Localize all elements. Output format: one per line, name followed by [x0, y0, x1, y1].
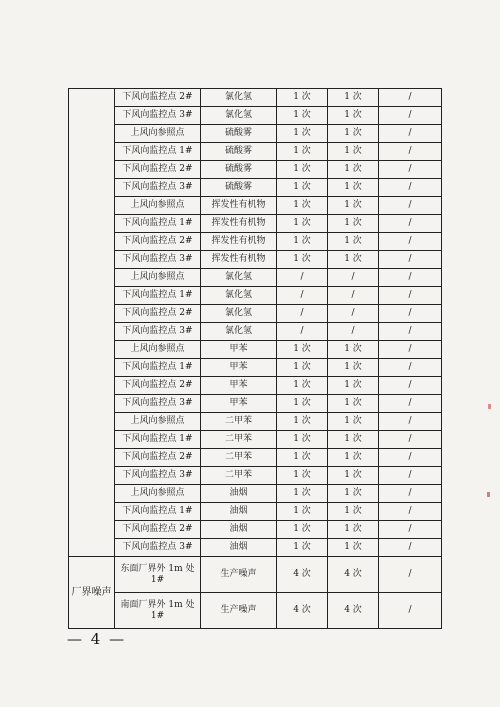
- item-cell: 甲苯: [201, 341, 277, 359]
- item-cell: 氯化氢: [201, 323, 277, 341]
- count-cell: 1 次: [328, 107, 379, 125]
- table-row: [69, 467, 442, 485]
- note-cell: /: [379, 521, 442, 539]
- freq-cell: 1 次: [277, 197, 328, 215]
- note-cell: /: [379, 413, 442, 431]
- point-cell: 上风向参照点: [115, 125, 201, 143]
- count-cell: 1 次: [328, 521, 379, 539]
- table-row: [69, 539, 442, 557]
- item-cell: 氯化氢: [201, 305, 277, 323]
- note-cell: /: [379, 449, 442, 467]
- count-cell: 1 次: [328, 503, 379, 521]
- point-cell: 下风向监控点 3#: [115, 179, 201, 197]
- table-row: [69, 395, 442, 413]
- table-row: [69, 593, 442, 629]
- item-cell: 甲苯: [201, 377, 277, 395]
- freq-cell: 1 次: [277, 107, 328, 125]
- freq-cell: 1 次: [277, 467, 328, 485]
- freq-cell: /: [277, 269, 328, 287]
- point-cell: 南面厂界外 1m 处 1#: [115, 593, 201, 629]
- note-cell: /: [379, 251, 442, 269]
- note-cell: /: [379, 125, 442, 143]
- point-cell: 下风向监控点 2#: [115, 305, 201, 323]
- point-cell: 下风向监控点 1#: [115, 503, 201, 521]
- freq-cell: /: [277, 305, 328, 323]
- point-cell: 下风向监控点 2#: [115, 377, 201, 395]
- freq-cell: 1 次: [277, 449, 328, 467]
- note-cell: /: [379, 305, 442, 323]
- item-cell: 氯化氢: [201, 269, 277, 287]
- monitoring-table-body: [69, 89, 442, 629]
- count-cell: 1 次: [328, 395, 379, 413]
- count-cell: 1 次: [328, 143, 379, 161]
- note-cell: /: [379, 431, 442, 449]
- point-cell: 上风向参照点: [115, 269, 201, 287]
- point-cell: 上风向参照点: [115, 413, 201, 431]
- count-cell: 1 次: [328, 179, 379, 197]
- point-cell: 下风向监控点 3#: [115, 539, 201, 557]
- note-cell: /: [379, 269, 442, 287]
- point-cell: 下风向监控点 3#: [115, 251, 201, 269]
- item-cell: 硫酸雾: [201, 161, 277, 179]
- freq-cell: 1 次: [277, 359, 328, 377]
- table-row: [69, 503, 442, 521]
- category-cell-empty: [69, 89, 115, 557]
- table-row: [69, 251, 442, 269]
- table-row: [69, 413, 442, 431]
- count-cell: 4 次: [328, 593, 379, 629]
- freq-cell: 1 次: [277, 539, 328, 557]
- item-cell: 甲苯: [201, 359, 277, 377]
- count-cell: 1 次: [328, 251, 379, 269]
- table-row: [69, 215, 442, 233]
- item-cell: 硫酸雾: [201, 143, 277, 161]
- item-cell: 生产噪声: [201, 557, 277, 593]
- count-cell: 1 次: [328, 89, 379, 107]
- point-cell: 下风向监控点 3#: [115, 323, 201, 341]
- freq-cell: 1 次: [277, 233, 328, 251]
- count-cell: 1 次: [328, 233, 379, 251]
- count-cell: 1 次: [328, 449, 379, 467]
- freq-cell: 4 次: [277, 557, 328, 593]
- item-cell: 硫酸雾: [201, 125, 277, 143]
- note-cell: /: [379, 341, 442, 359]
- point-cell: 东面厂界外 1m 处 1#: [115, 557, 201, 593]
- freq-cell: 1 次: [277, 377, 328, 395]
- point-cell: 下风向监控点 1#: [115, 215, 201, 233]
- point-cell: 下风向监控点 3#: [115, 467, 201, 485]
- freq-cell: 1 次: [277, 395, 328, 413]
- note-cell: /: [379, 161, 442, 179]
- table-row: [69, 197, 442, 215]
- point-cell: 上风向参照点: [115, 485, 201, 503]
- count-cell: /: [328, 323, 379, 341]
- freq-cell: 1 次: [277, 161, 328, 179]
- note-cell: /: [379, 485, 442, 503]
- note-cell: /: [379, 593, 442, 629]
- point-cell: 上风向参照点: [115, 197, 201, 215]
- item-cell: 二甲苯: [201, 431, 277, 449]
- point-cell: 上风向参照点: [115, 341, 201, 359]
- point-cell: 下风向监控点 3#: [115, 107, 201, 125]
- item-cell: 挥发性有机物: [201, 215, 277, 233]
- item-cell: 油烟: [201, 503, 277, 521]
- table-row: [69, 269, 442, 287]
- table-row: [69, 359, 442, 377]
- note-cell: /: [379, 179, 442, 197]
- freq-cell: 1 次: [277, 251, 328, 269]
- table-row: [69, 485, 442, 503]
- count-cell: 4 次: [328, 557, 379, 593]
- table-row: [69, 305, 442, 323]
- note-cell: /: [379, 287, 442, 305]
- note-cell: /: [379, 377, 442, 395]
- count-cell: 1 次: [328, 359, 379, 377]
- freq-cell: /: [277, 287, 328, 305]
- count-cell: /: [328, 305, 379, 323]
- table-row: [69, 377, 442, 395]
- freq-cell: 1 次: [277, 431, 328, 449]
- freq-cell: 1 次: [277, 503, 328, 521]
- item-cell: 硫酸雾: [201, 179, 277, 197]
- note-cell: /: [379, 503, 442, 521]
- count-cell: 1 次: [328, 161, 379, 179]
- note-cell: /: [379, 557, 442, 593]
- point-cell: 下风向监控点 3#: [115, 395, 201, 413]
- table-row: [69, 431, 442, 449]
- count-cell: /: [328, 287, 379, 305]
- item-cell: 氯化氢: [201, 89, 277, 107]
- noise-category-cell: 厂界噪声: [69, 557, 115, 629]
- note-cell: /: [379, 89, 442, 107]
- table-row: [69, 287, 442, 305]
- table-row: [69, 341, 442, 359]
- count-cell: 1 次: [328, 431, 379, 449]
- note-cell: /: [379, 143, 442, 161]
- edge-mark: [487, 492, 490, 497]
- freq-cell: 1 次: [277, 179, 328, 197]
- note-cell: /: [379, 107, 442, 125]
- table-row: [69, 143, 442, 161]
- freq-cell: 1 次: [277, 125, 328, 143]
- point-cell: 下风向监控点 1#: [115, 431, 201, 449]
- count-cell: 1 次: [328, 197, 379, 215]
- freq-cell: 4 次: [277, 593, 328, 629]
- item-cell: 二甲苯: [201, 449, 277, 467]
- freq-cell: 1 次: [277, 413, 328, 431]
- page-number: — 4 —: [67, 630, 127, 648]
- count-cell: 1 次: [328, 467, 379, 485]
- point-cell: 下风向监控点 2#: [115, 89, 201, 107]
- count-cell: /: [328, 269, 379, 287]
- item-cell: 生产噪声: [201, 593, 277, 629]
- item-cell: 甲苯: [201, 395, 277, 413]
- freq-cell: 1 次: [277, 89, 328, 107]
- item-cell: 油烟: [201, 521, 277, 539]
- point-cell: 下风向监控点 1#: [115, 143, 201, 161]
- item-cell: 二甲苯: [201, 413, 277, 431]
- freq-cell: 1 次: [277, 215, 328, 233]
- item-cell: 挥发性有机物: [201, 233, 277, 251]
- item-cell: 油烟: [201, 539, 277, 557]
- table-row: [69, 179, 442, 197]
- table-row: [69, 89, 442, 107]
- freq-cell: 1 次: [277, 521, 328, 539]
- count-cell: 1 次: [328, 377, 379, 395]
- table-row: [69, 125, 442, 143]
- item-cell: 二甲苯: [201, 467, 277, 485]
- table-row: [69, 323, 442, 341]
- monitoring-table: [68, 88, 442, 629]
- note-cell: /: [379, 197, 442, 215]
- note-cell: /: [379, 323, 442, 341]
- note-cell: /: [379, 539, 442, 557]
- table-row: [69, 521, 442, 539]
- count-cell: 1 次: [328, 539, 379, 557]
- table-row: [69, 449, 442, 467]
- count-cell: 1 次: [328, 125, 379, 143]
- note-cell: /: [379, 359, 442, 377]
- point-cell: 下风向监控点 1#: [115, 287, 201, 305]
- note-cell: /: [379, 395, 442, 413]
- count-cell: 1 次: [328, 485, 379, 503]
- point-cell: 下风向监控点 2#: [115, 233, 201, 251]
- table-row: [69, 161, 442, 179]
- edge-mark: [488, 404, 491, 409]
- note-cell: /: [379, 233, 442, 251]
- count-cell: 1 次: [328, 215, 379, 233]
- item-cell: 挥发性有机物: [201, 197, 277, 215]
- freq-cell: 1 次: [277, 485, 328, 503]
- count-cell: 1 次: [328, 413, 379, 431]
- point-cell: 下风向监控点 1#: [115, 359, 201, 377]
- note-cell: /: [379, 215, 442, 233]
- monitoring-table-wrapper: [68, 88, 441, 629]
- point-cell: 下风向监控点 2#: [115, 521, 201, 539]
- note-cell: /: [379, 467, 442, 485]
- count-cell: 1 次: [328, 341, 379, 359]
- point-cell: 下风向监控点 2#: [115, 161, 201, 179]
- item-cell: 挥发性有机物: [201, 251, 277, 269]
- freq-cell: 1 次: [277, 341, 328, 359]
- item-cell: 油烟: [201, 485, 277, 503]
- item-cell: 氯化氢: [201, 287, 277, 305]
- point-cell: 下风向监控点 2#: [115, 449, 201, 467]
- freq-cell: 1 次: [277, 143, 328, 161]
- table-row: [69, 107, 442, 125]
- table-row: [69, 557, 442, 593]
- table-row: [69, 233, 442, 251]
- item-cell: 氯化氢: [201, 107, 277, 125]
- freq-cell: /: [277, 323, 328, 341]
